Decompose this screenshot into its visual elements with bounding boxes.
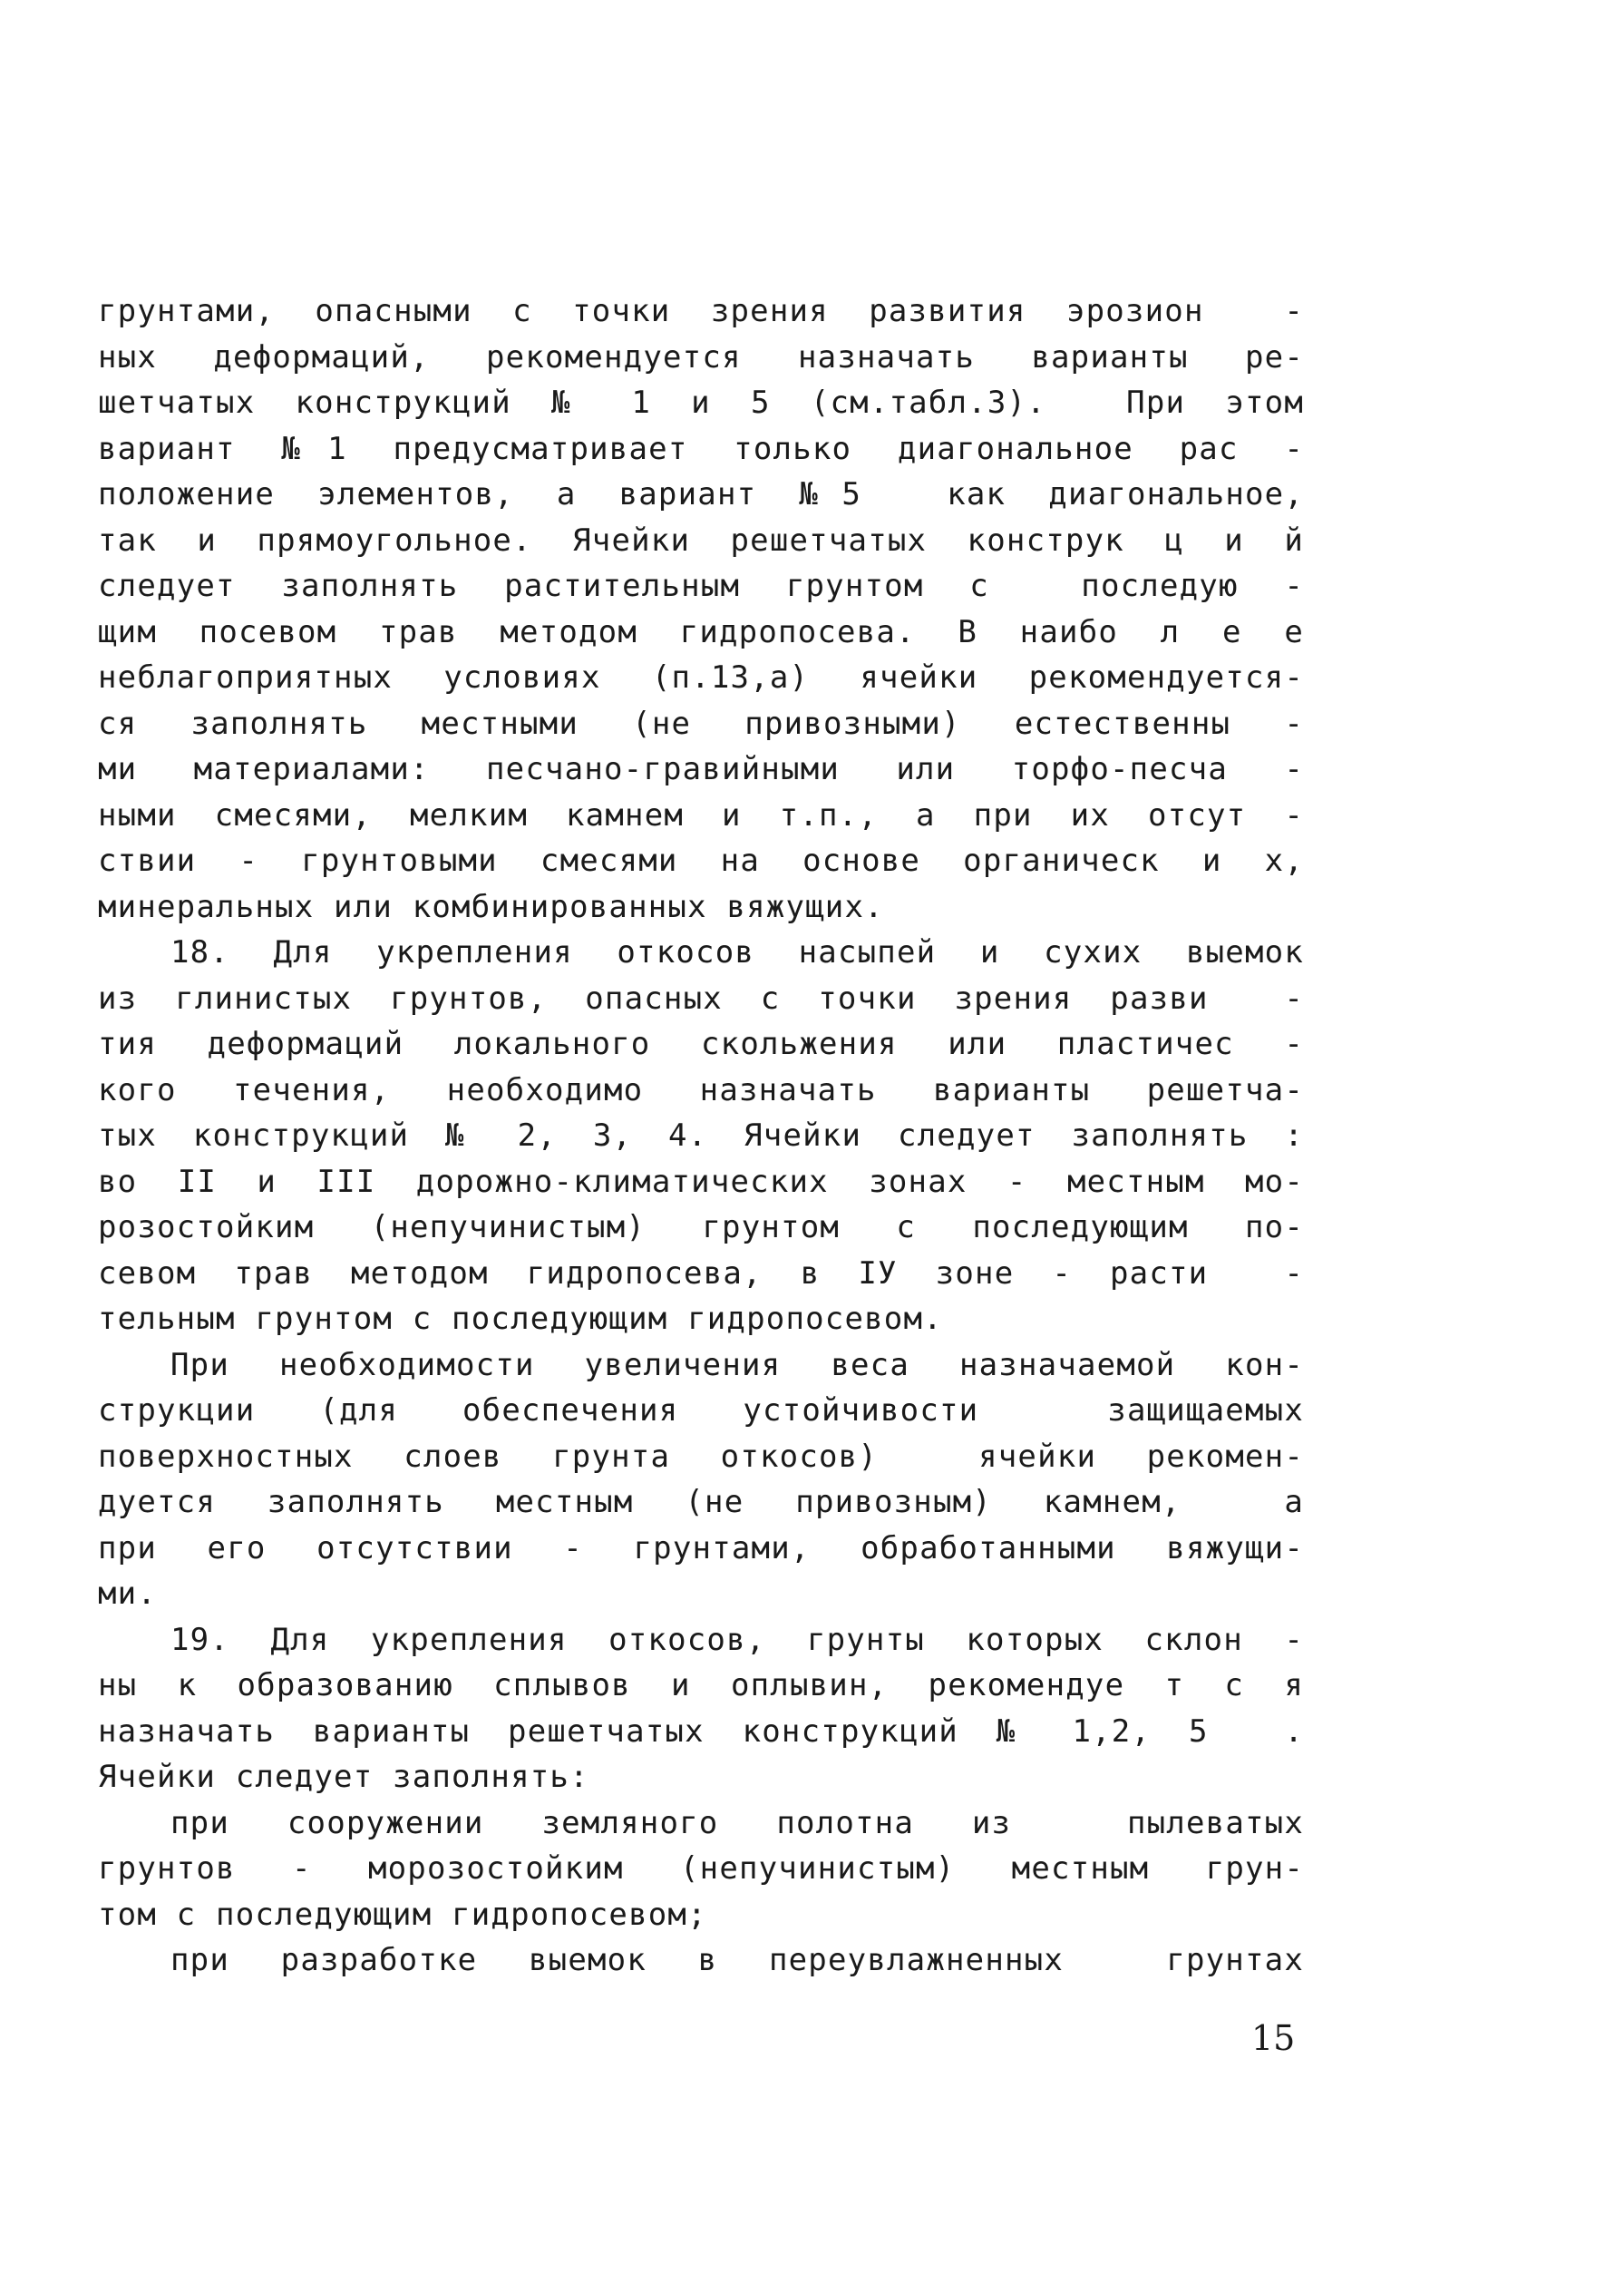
text-line: тельным грунтом с последующим гидропосевом. — [98, 1301, 943, 1337]
text-line: грунтами, опасными с точки зрения развития эрозион - — [98, 293, 1304, 329]
text-line: положение элементов, а вариант №5 как диагональное, — [98, 476, 1304, 512]
text-line: неблагоприятных условиях (п.13,а) ячейки рекомендуется- — [98, 659, 1304, 696]
text-line: ных деформаций, рекомендуется назначать варианты ре- — [98, 338, 1304, 376]
text-line: ны к образованию сплывов и оплывин, рекомендуе т с я — [98, 1667, 1304, 1703]
text-line: из глинистых грунтов, опасных с точки зрения разви - — [98, 980, 1304, 1017]
text-line: ными смесями, мелким камнем и т.п., а при их отсут - — [98, 796, 1304, 834]
text-line: кого течения, необходимо назначать варианты решетча- — [98, 1071, 1304, 1108]
text-line: при его отсутствии - грунтами, обработанными вяжущи- — [98, 1529, 1304, 1566]
text-line: при разработке выемок в переувлажненных грунтах — [170, 1942, 1304, 1978]
page-number: 15 — [1251, 2018, 1296, 2058]
text-line: Ячейки следует заполнять: — [98, 1759, 589, 1795]
text-line: назначать варианты решетчатых конструкций № 1,2, 5 . — [98, 1712, 1304, 1750]
text-line: тых конструкций № 2, 3, 4. Ячейки следует заполнять : — [98, 1117, 1304, 1154]
text-line: тия деформаций локального скольжения или пластичес - — [98, 1026, 1304, 1062]
text-line: дуется заполнять местным (не привозным) камнем, а — [98, 1484, 1304, 1520]
body-text — [98, 288, 1304, 1984]
text-line: 19. Для укрепления откосов, грунты которых склон - — [170, 1621, 1304, 1658]
text-line: ми. — [98, 1576, 158, 1612]
text-line: щим посевом трав методом гидропосева. В наибо л е е — [98, 613, 1304, 650]
text-line: минеральных или комбинированных вяжущих. — [98, 888, 884, 925]
text-line: вариант №1 предусматривает только диагональное рас - — [98, 430, 1304, 467]
text-line: При необходимости увеличения веса назначаемой кон- — [170, 1346, 1304, 1383]
text-line: ми материалами: песчано-гравийными или торфо-песча - — [98, 751, 1304, 787]
text-line: поверхностных слоев грунта откосов) ячейки рекомен- — [98, 1438, 1304, 1475]
text-line: ствии - грунтовыми смесями на основе органическ и х, — [98, 843, 1304, 879]
text-line: струкции (для обеспечения устойчивости защищаемых — [98, 1392, 1304, 1429]
text-line: розостойким (непучинистым) грунтом с последующим по- — [98, 1209, 1304, 1245]
text-line: следует заполнять растительным грунтом с последую - — [98, 568, 1304, 604]
text-line: севом трав методом гидропосева, в IУ зоне - расти - — [98, 1254, 1304, 1292]
text-line: грунтов - морозостойким (непучинистым) местным грун- — [98, 1850, 1304, 1887]
text-line: при сооружении земляного полотна из пылеватых — [170, 1804, 1304, 1841]
text-line: том с последующим гидропосевом; — [98, 1896, 707, 1933]
text-line: шетчатых конструкций № 1 и 5 (см.табл.3). При этом — [98, 385, 1304, 421]
text-line: так и прямоугольное. Ячейки решетчатых конструк ц и й — [98, 522, 1304, 559]
text-line: во II и III дорожно-климатических зонах - местным мо- — [98, 1163, 1304, 1200]
text-line: ся заполнять местными (не привозными) естественны - — [98, 705, 1304, 742]
text-line: 18. Для укрепления откосов насыпей и сухих выемок — [170, 934, 1304, 971]
